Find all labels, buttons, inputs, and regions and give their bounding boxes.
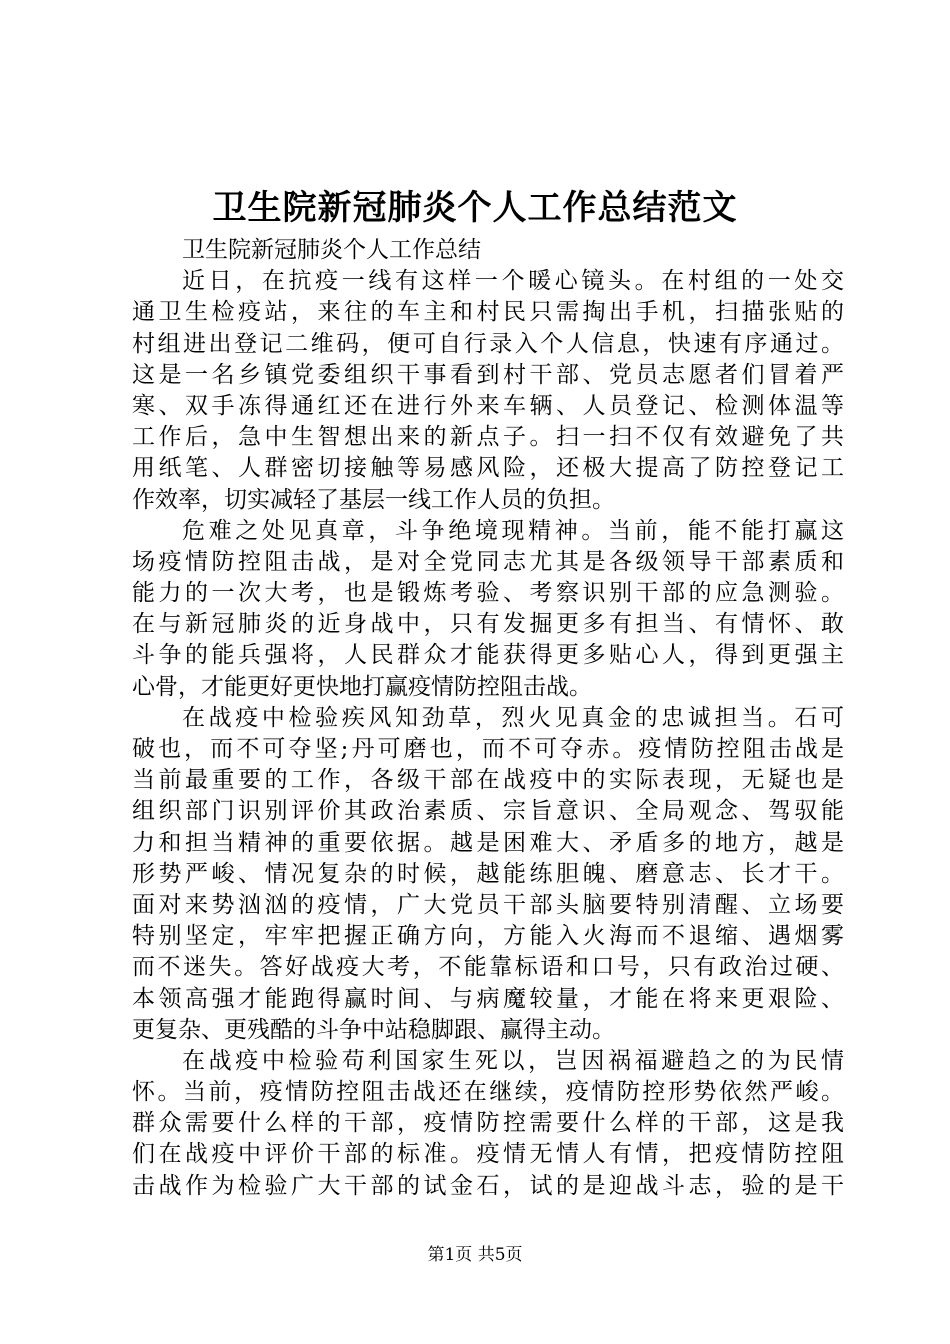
text-line: 面对来势汹汹的疫情，广大党员干部头脑要特别清醒、立场要 — [132, 891, 844, 918]
text-line: 危难之处见真章，斗争绝境现精神。当前，能不能打赢这 — [182, 517, 844, 544]
text-line: 工作后，急中生智想出来的新点子。扫一扫不仅有效避免了共 — [132, 424, 844, 451]
text-line: 能力的一次大考，也是锻炼考验、考察识别干部的应急测验。 — [132, 580, 844, 607]
text-line: 通卫生检疫站，来往的车主和村民只需掏出手机，扫描张贴的 — [132, 299, 844, 326]
text-line: 近日，在抗疫一线有这样一个暖心镜头。在村组的一处交 — [182, 268, 844, 295]
text-line: 卫生院新冠肺炎个人工作总结 — [182, 237, 481, 263]
page-footer: 第1页 共5页 — [427, 1245, 523, 1265]
text-line: 群众需要什么样的干部，疫情防控需要什么样的干部，这是我 — [132, 1110, 844, 1137]
text-line: 作效率，切实减轻了基层一线工作人员的负担。 — [132, 486, 615, 513]
text-line: 击战作为检验广大干部的试金石，试的是迎战斗志，验的是干 — [132, 1172, 844, 1199]
text-line: 更复杂、更残酷的斗争中站稳脚跟、赢得主动。 — [132, 1016, 615, 1043]
text-line: 特别坚定，牢牢把握正确方向，方能入火海而不退缩、遇烟雾 — [132, 923, 844, 950]
text-line: 而不迷失。答好战疫大考，不能靠标语和口号，只有政治过硬、 — [132, 954, 844, 981]
text-line: 场疫情防控阻击战，是对全党同志尤其是各级领导干部素质和 — [132, 548, 844, 575]
text-line: 力和担当精神的重要依据。越是困难大、矛盾多的地方，越是 — [132, 829, 844, 856]
text-line: 组织部门识别评价其政治素质、宗旨意识、全局观念、驾驭能 — [132, 798, 844, 825]
text-line: 在与新冠肺炎的近身战中，只有发掘更多有担当、有情怀、敢 — [132, 611, 844, 638]
text-line: 本领高强才能跑得赢时间、与病魔较量，才能在将来更艰险、 — [132, 985, 844, 1012]
document-title: 卫生院新冠肺炎个人工作总结范文 — [212, 188, 738, 228]
text-line: 斗争的能兵强将，人民群众才能获得更多贴心人，得到更强主 — [132, 642, 844, 669]
text-line: 形势严峻、情况复杂的时候，越能练胆魄、磨意志、长才干。 — [132, 860, 844, 887]
text-line: 寒、双手冻得通红还在进行外来车辆、人员登记、检测体温等 — [132, 392, 844, 419]
text-line: 怀。当前，疫情防控阻击战还在继续，疫情防控形势依然严峻。 — [132, 1079, 844, 1106]
text-line: 们在战疫中评价干部的标准。疫情无情人有情，把疫情防控阻 — [132, 1141, 844, 1168]
text-line: 用纸笔、人群密切接触等易感风险，还极大提高了防控登记工 — [132, 455, 844, 482]
text-line: 这是一名乡镇党委组织干事看到村干部、党员志愿者们冒着严 — [132, 361, 844, 388]
text-line: 村组进出登记二维码，便可自行录入个人信息，快速有序通过。 — [132, 330, 844, 357]
text-line: 心骨，才能更好更快地打赢疫情防控阻击战。 — [132, 673, 592, 700]
document-body — [132, 235, 844, 1202]
text-line: 当前最重要的工作，各级干部在战疫中的实际表现，无疑也是 — [132, 767, 844, 794]
text-line: 在战疫中检验苟利国家生死以，岂因祸福避趋之的为民情 — [182, 1047, 844, 1074]
text-line: 破也，而不可夺坚;丹可磨也，而不可夺赤。疫情防控阻击战是 — [132, 736, 844, 762]
text-line: 在战疫中检验疾风知劲草，烈火见真金的忠诚担当。石可 — [182, 704, 844, 731]
